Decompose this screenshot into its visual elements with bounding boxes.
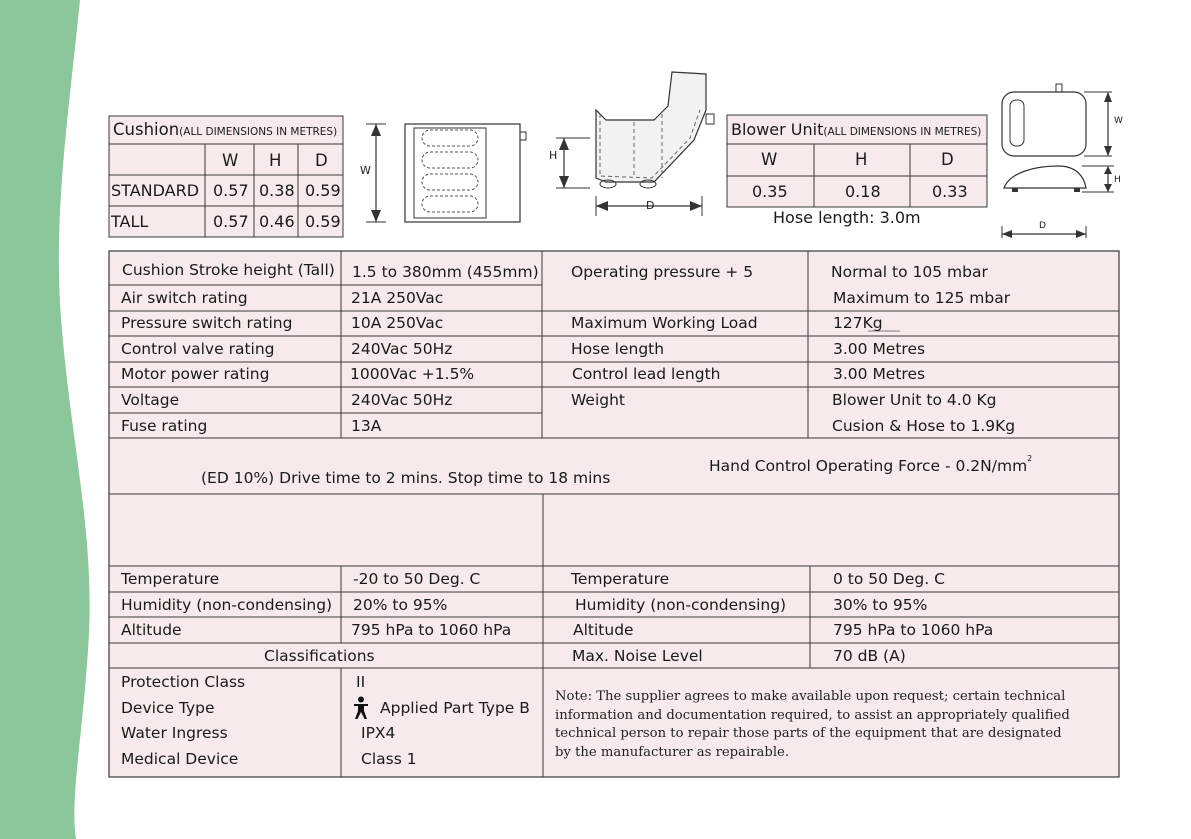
env-left-temperature-label: Temperature [121, 570, 220, 588]
env-right-altitude-value: 795 hPa to 1060 hPa [833, 621, 994, 639]
env-left-altitude-value: 795 hPa to 1060 hPa [351, 621, 512, 639]
person-type-b-icon [350, 696, 372, 720]
device-type-label: Device Type [121, 699, 215, 717]
cushion-standard-d: 0.59 [305, 181, 341, 200]
cushion-header-d: D [315, 151, 328, 170]
spec-value-control-lead: 3.00 Metres [833, 365, 926, 383]
spec-label-operating-pressure: Operating pressure + 5 [571, 263, 754, 281]
cushion-side-view-drawing [544, 70, 724, 232]
env-right-humidity-value: 30% to 95% [833, 596, 928, 614]
env-left-altitude-label: Altitude [121, 621, 182, 639]
env-left-temperature-value: -20 to 50 Deg. C [353, 570, 481, 588]
cushion-depth-label: D [646, 199, 655, 212]
spec-value-stroke-height: 1.5 to 380mm (455mm) [352, 263, 539, 281]
env-right-temperature-value: 0 to 50 Deg. C [833, 570, 945, 588]
spec-value-motor-power: 1000Vac +1.5% [350, 365, 475, 383]
spec-label-voltage: Voltage [121, 391, 180, 409]
blower-header-w: W [761, 150, 778, 169]
cushion-row-tall-label: TALL [111, 212, 149, 231]
spec-value-hose-length: 3.00 Metres [833, 340, 926, 358]
env-right-humidity-label: Humidity (non-condensing) [575, 596, 787, 614]
spec-value-weight-blower: Blower Unit to 4.0 Kg [832, 391, 997, 409]
water-ingress-value: IPX4 [361, 724, 396, 742]
cushion-row-standard-label: STANDARD [111, 181, 200, 200]
blower-header-h: H [855, 150, 868, 169]
spec-label-pressure-switch: Pressure switch rating [121, 314, 293, 332]
cushion-tall-d: 0.59 [305, 212, 341, 231]
blower-value-h: 0.18 [845, 182, 881, 201]
spec-value-control-valve: 240Vac 50Hz [351, 340, 453, 358]
blower-width-label: W [1114, 116, 1123, 126]
spec-label-fuse: Fuse rating [121, 417, 208, 435]
cushion-header-w: W [222, 151, 239, 170]
env-left-humidity-label: Humidity (non-condensing) [121, 596, 333, 614]
hose-length-note: Hose length: 3.0m [773, 208, 921, 227]
spec-label-control-valve: Control valve rating [121, 340, 275, 358]
repair-information-note: Note: The supplier agrees to make available upon request; certain technical information and documentation required, to assist an appropriately qualified technical person to repair those parts of the equipment that are designated by the manufacturer as repairable. [555, 689, 1070, 760]
spec-label-control-lead: Control lead length [572, 365, 721, 383]
spec-label-weight: Weight [571, 391, 626, 409]
spec-value-pressure-switch: 10A 250Vac [351, 314, 444, 332]
blower-value-w: 0.35 [752, 182, 788, 201]
medical-device-label: Medical Device [121, 750, 239, 768]
noise-level-value: 70 dB (A) [833, 647, 906, 665]
blower-table-title: Blower Unit(ALL DIMENSIONS IN METRES) [731, 120, 982, 139]
cushion-tall-w: 0.57 [213, 212, 249, 231]
spec-value-max-load: 127Kg [833, 314, 883, 332]
spec-value-pressure-normal: Normal to 105 mbar [831, 263, 988, 281]
spec-value-fuse: 13A [351, 417, 382, 435]
cushion-width-label: W [360, 164, 371, 177]
spec-label-stroke-height: Cushion Stroke height (Tall) [122, 261, 335, 279]
blower-height-label: H [1114, 175, 1121, 185]
hand-control-force: Hand Control Operating Force - $0.2N/mm^2$ [709, 454, 1033, 475]
spec-value-voltage: 240Vac 50Hz [351, 391, 453, 409]
spec-value-pressure-max: Maximum to 125 mbar [833, 289, 1011, 307]
blower-depth-label: D [1039, 221, 1046, 231]
green-side-band [0, 0, 110, 839]
cushion-standard-w: 0.57 [213, 181, 249, 200]
noise-level-label: Max. Noise Level [572, 647, 703, 665]
spec-label-motor-power: Motor power rating [121, 365, 270, 383]
env-left-humidity-value: 20% to 95% [353, 596, 448, 614]
blower-header-d: D [941, 150, 954, 169]
protection-class-value: II [356, 673, 366, 691]
spec-label-max-load: Maximum Working Load [571, 314, 758, 332]
classifications-heading: Classifications [264, 647, 375, 665]
blower-value-d: 0.33 [932, 182, 968, 201]
env-right-temperature-label: Temperature [571, 570, 670, 588]
cushion-tall-h: 0.46 [259, 212, 295, 231]
blower-unit-drawing [996, 80, 1132, 240]
spec-label-air-switch: Air switch rating [121, 289, 248, 307]
cushion-top-view-drawing [352, 118, 532, 230]
cushion-header-h: H [269, 151, 282, 170]
cushion-table-title: Cushion(ALL DIMENSIONS IN METRES) [113, 120, 338, 139]
protection-class-label: Protection Class [121, 673, 246, 691]
water-ingress-label: Water Ingress [121, 724, 228, 742]
spec-value-air-switch: 21A 250Vac [351, 289, 444, 307]
cushion-height-label: H [549, 149, 558, 162]
cushion-standard-h: 0.38 [259, 181, 295, 200]
device-type-value: Applied Part Type B [380, 699, 530, 717]
medical-device-value: Class 1 [361, 750, 417, 768]
env-right-altitude-label: Altitude [573, 621, 634, 639]
duty-cycle-text: (ED 10%) Drive time to 2 mins. Stop time to 18 mins [201, 469, 611, 487]
spec-label-hose-length: Hose length [571, 340, 665, 358]
spec-value-weight-cushion: Cusion & Hose to 1.9Kg [832, 417, 1016, 435]
